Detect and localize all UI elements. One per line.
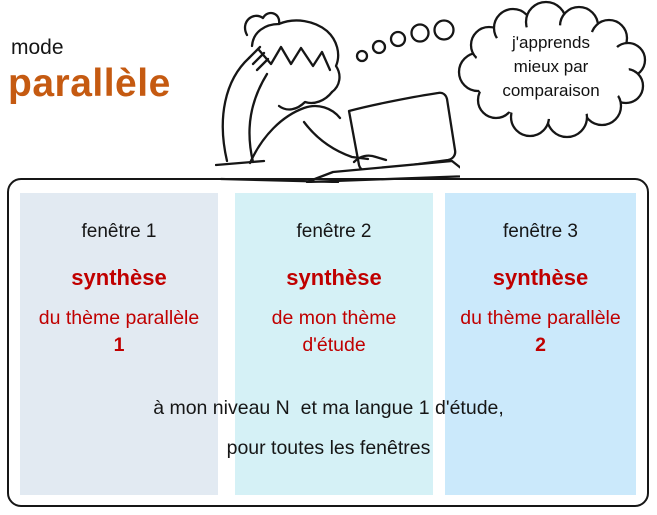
board-footer	[8, 395, 649, 461]
window-3-label: fenêtre 3	[503, 221, 578, 242]
hair-fringe	[259, 47, 330, 70]
window-3-detail-line-2: 2	[535, 334, 546, 356]
window-2-detail-line-1: de mon thème	[271, 307, 397, 329]
window-1-detail	[20, 305, 218, 359]
person-thinking-icon	[215, 0, 460, 183]
cloud-line-1: j'apprends	[512, 33, 590, 52]
window-1-label: fenêtre 1	[81, 221, 157, 242]
window-2-label: fenêtre 2	[296, 221, 372, 242]
body-back	[250, 106, 340, 163]
title-prefix: mode	[11, 36, 64, 59]
footer-line-1: à mon niveau N et ma langue 1 d'étude,	[153, 397, 504, 419]
page-title: parallèle	[8, 62, 171, 105]
cloud-line-2: mieux par	[513, 57, 589, 76]
window-2-heading: synthèse	[286, 265, 382, 290]
left-arm-outer	[223, 58, 249, 161]
desk-line	[216, 161, 264, 165]
window-3-heading: synthèse	[492, 265, 589, 290]
window-1-detail-line-2: 1	[113, 334, 125, 356]
cloud-line-3: comparaison	[502, 81, 600, 100]
window-2-detail-line-2: d'étude	[302, 334, 366, 356]
window-3-detail-line-1: du thème parallèle	[460, 307, 621, 329]
thought-bubble-trail	[357, 21, 454, 62]
thought-cloud-text	[468, 31, 634, 103]
window-3-detail	[445, 305, 636, 359]
footer-line-2: pour toutes les fenêtres	[226, 437, 431, 459]
window-2-detail	[235, 305, 433, 359]
window-1-heading: synthèse	[71, 265, 167, 290]
window-1-detail-line-1: du thème parallèle	[38, 307, 200, 329]
